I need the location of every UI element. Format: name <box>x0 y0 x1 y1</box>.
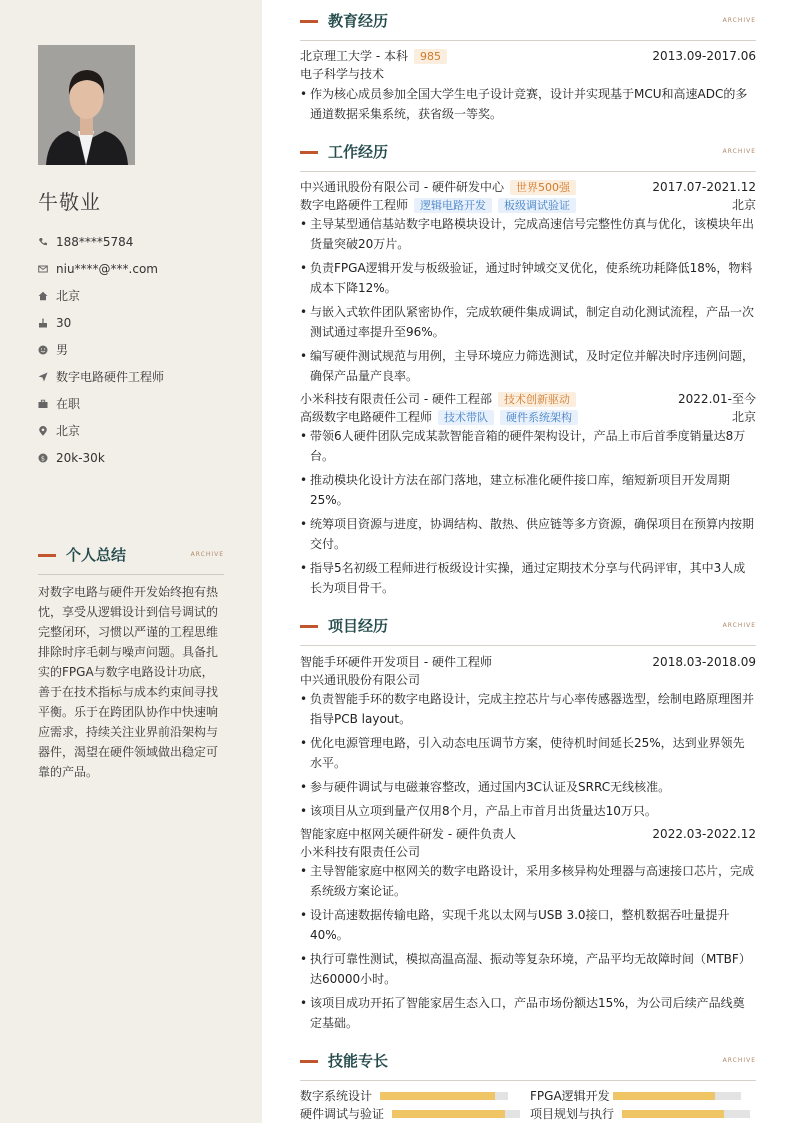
project-title: 项目经历 <box>328 617 389 635</box>
skill-tag: 逻辑电路开发 <box>414 198 492 213</box>
home-icon <box>38 291 56 301</box>
summary-title: 个人总结 <box>66 546 127 564</box>
skill-bar <box>392 1110 520 1118</box>
education-section-header <box>300 10 756 41</box>
job-bullet: • 负责FPGA逻辑开发与板级验证，通过时钟域交叉优化，使系统功耗降低18%，物料成本下降12%。 <box>300 258 756 298</box>
project-company: 小米科技有限责任公司 <box>300 845 421 859</box>
briefcase-icon <box>38 399 56 409</box>
status-value: 在职 <box>56 397 81 411</box>
job-bullet: • 推动模块化设计方法在部门落地，建立标准化硬件接口库，缩短新项目开发周期25%。 <box>300 470 756 510</box>
summary-text: 对数字电路与硬件开发始终抱有热忱，享受从逻辑设计到信号调试的完整闭环，习惯以严谨的工程思维排除时序毛刺与噪声问题。具备扎实的FPGA与数字电路设计功底，善于在技术指标与成本约束间寻找平衡。乐于在跨团队协作中快速响应需求，持续关注业界前沿架构与器件，渴望在硬件领域做出稳定可靠的产品。 <box>38 585 219 779</box>
job-bullet: • 统筹项目资源与进度，协调结构、散热、供应链等多方资源，确保项目在预算内按期交付。 <box>300 514 756 554</box>
job-city: 北京 <box>731 410 756 424</box>
project-name: 智能家庭中枢网关硬件研发 - 硬件负责人 <box>300 827 516 841</box>
job-bullet: • 带领6人硬件团队完成某款智能音箱的硬件架构设计，产品上市后首季度销量达8万台。 <box>300 426 756 466</box>
education-major-row <box>300 65 756 83</box>
project-name: 智能手环硬件开发项目 - 硬件工程师 <box>300 655 492 669</box>
avatar-photo <box>38 45 135 165</box>
phone-value: 188****5784 <box>56 234 134 249</box>
skill-bar-fill <box>380 1092 495 1100</box>
salary-row <box>38 444 238 471</box>
job-company: 小米科技有限责任公司 - 硬件工程部 <box>300 392 492 406</box>
svg-text:$: $ <box>40 453 46 462</box>
school-name: 北京理工大学 - 本科 <box>300 49 408 63</box>
section-accent-bar <box>300 625 318 628</box>
job-header-row <box>300 390 756 408</box>
education-title: 教育经历 <box>328 12 389 30</box>
contact-info <box>38 228 238 471</box>
phone-icon <box>38 237 56 247</box>
job-city: 北京 <box>731 198 756 212</box>
company-tag: 技术创新驱动 <box>498 392 576 407</box>
school-tag: 985 <box>414 49 447 64</box>
archive-label: ARCHIVE <box>722 1057 756 1064</box>
skill-bar-fill <box>622 1110 724 1118</box>
project-period: 2022.03-2022.12 <box>652 827 756 841</box>
skill-tag: 技术带队 <box>438 410 494 425</box>
age-row <box>38 309 238 336</box>
skill-tag: 硬件系统架构 <box>500 410 578 425</box>
section-accent-bar <box>300 20 318 23</box>
archive-label: ARCHIVE <box>722 622 756 629</box>
project-bullet: • 主导智能家庭中枢网关的数字电路设计，采用多核异构处理器与高速接口芯片，完成系统级方案论证。 <box>300 861 756 901</box>
job-header-row <box>300 178 756 196</box>
archive-label: ARCHIVE <box>722 148 756 155</box>
skills-section-header <box>300 1050 756 1081</box>
gender-row <box>38 336 238 363</box>
project-period: 2018.03-2018.09 <box>652 655 756 669</box>
archive-label: ARCHIVE <box>190 551 224 558</box>
cake-icon <box>38 318 56 328</box>
company-tag: 世界500强 <box>510 180 576 195</box>
job-role: 高级数字电路硬件工程师 <box>300 410 433 424</box>
job-bullet: • 主导某型通信基站数字电路模块设计，完成高速信号完整性仿真与优化，该模块年出货量突破20万片。 <box>300 214 756 254</box>
status-row <box>38 390 238 417</box>
job-bullet: • 与嵌入式软件团队紧密协作，完成软硬件集成调试，制定自动化测试流程，产品一次测试通过率提升至96%。 <box>300 302 756 342</box>
gender-value: 男 <box>56 343 69 357</box>
summary-section-header <box>38 544 224 575</box>
job-role: 数字电路硬件工程师 <box>300 198 409 212</box>
project-header-row <box>300 653 756 671</box>
skill-bar-fill <box>613 1092 715 1100</box>
skill-bar <box>622 1110 750 1118</box>
education-header-row <box>300 47 756 65</box>
project-bullet: • 该项目成功开拓了智能家居生态入口，产品市场份额达15%，为公司后续产品线奠定基础。 <box>300 993 756 1033</box>
job-role-row <box>300 196 756 214</box>
section-accent-bar <box>300 151 318 154</box>
project-header-row <box>300 825 756 843</box>
skill-tag: 板级调试验证 <box>498 198 576 213</box>
archive-label: ARCHIVE <box>722 17 756 24</box>
job-role-row <box>300 408 756 426</box>
skill-bar-fill <box>392 1110 505 1118</box>
major: 电子科学与技术 <box>300 67 385 81</box>
skill-item <box>530 1105 750 1122</box>
project-bullet: • 执行可靠性测试，模拟高温高湿、振动等复杂环境，产品平均无故障时间（MTBF）达60000小时。 <box>300 949 756 989</box>
target-job-row <box>38 363 238 390</box>
age-value: 30 <box>56 315 72 330</box>
target-job-value: 数字电路硬件工程师 <box>56 370 165 384</box>
job-period: 2022.01-至今 <box>678 392 756 406</box>
skill-name: FPGA逻辑开发 <box>530 1089 610 1103</box>
project-company: 中兴通讯股份有限公司 <box>300 673 421 687</box>
map-pin-icon <box>38 426 56 436</box>
skill-bar <box>380 1092 508 1100</box>
section-accent-bar <box>300 1060 318 1063</box>
project-company-row <box>300 671 756 689</box>
skill-bar <box>613 1092 741 1100</box>
skill-name: 项目规划与执行 <box>530 1107 615 1121</box>
education-period: 2013.09-2017.06 <box>652 49 756 63</box>
skills-title: 技能专长 <box>328 1052 389 1070</box>
job-period: 2017.07-2021.12 <box>652 180 756 194</box>
work-title: 工作经历 <box>328 143 389 161</box>
smile-icon <box>38 345 56 355</box>
mail-icon <box>38 264 56 274</box>
skill-name: 数字系统设计 <box>300 1089 373 1103</box>
location-value: 北京 <box>56 289 81 303</box>
skill-name: 硬件调试与验证 <box>300 1107 385 1121</box>
target-city-row <box>38 417 238 444</box>
email-row <box>38 255 238 282</box>
project-bullet: • 参与硬件调试与电磁兼容整改，通过国内3C认证及SRRC无线核准。 <box>300 777 756 797</box>
person-portrait-icon <box>38 45 135 165</box>
skill-item <box>530 1087 741 1104</box>
send-icon <box>38 372 56 382</box>
target-city-value: 北京 <box>56 424 81 438</box>
money-icon <box>38 453 56 463</box>
education-bullet: • 作为核心成员参加全国大学生电子设计竞赛，设计并实现基于MCU和高速ADC的多通道数据采集系统，获省级一等奖。 <box>300 84 756 124</box>
location-row <box>38 282 238 309</box>
project-bullet: • 负责智能手环的数字电路设计，完成主控芯片与心率传感器选型，绘制电路原理图并指导PCB layout。 <box>300 689 756 729</box>
job-bullet: • 编写硬件测试规范与用例，主导环境应力筛选测试，及时定位并解决时序违例问题，确保产品量产良率。 <box>300 346 756 386</box>
project-bullet: • 该项目从立项到量产仅用8个月，产品上市首月出货量达10万只。 <box>300 801 756 821</box>
work-section-header <box>300 141 756 172</box>
job-bullet: • 指导5名初级工程师进行板级设计实操，通过定期技术分享与代码评审，其中3人成长为项目骨干。 <box>300 558 756 598</box>
section-accent-bar <box>38 554 56 557</box>
email-value: niu****@***.com <box>56 261 158 276</box>
job-company: 中兴通讯股份有限公司 - 硬件研发中心 <box>300 180 504 194</box>
project-bullet: • 设计高速数据传输电路，实现千兆以太网与USB 3.0接口，整机数据吞吐量提升40%。 <box>300 905 756 945</box>
skill-item <box>300 1087 508 1104</box>
phone-row <box>38 228 238 255</box>
project-company-row <box>300 843 756 861</box>
project-bullet: • 优化电源管理电路，引入动态电压调节方案，使待机时间延长25%，达到业界领先水平。 <box>300 733 756 773</box>
project-section-header <box>300 615 756 646</box>
salary-value: 20k-30k <box>56 450 105 465</box>
candidate-name: 牛敬业 <box>38 190 101 214</box>
skill-item <box>300 1105 520 1122</box>
